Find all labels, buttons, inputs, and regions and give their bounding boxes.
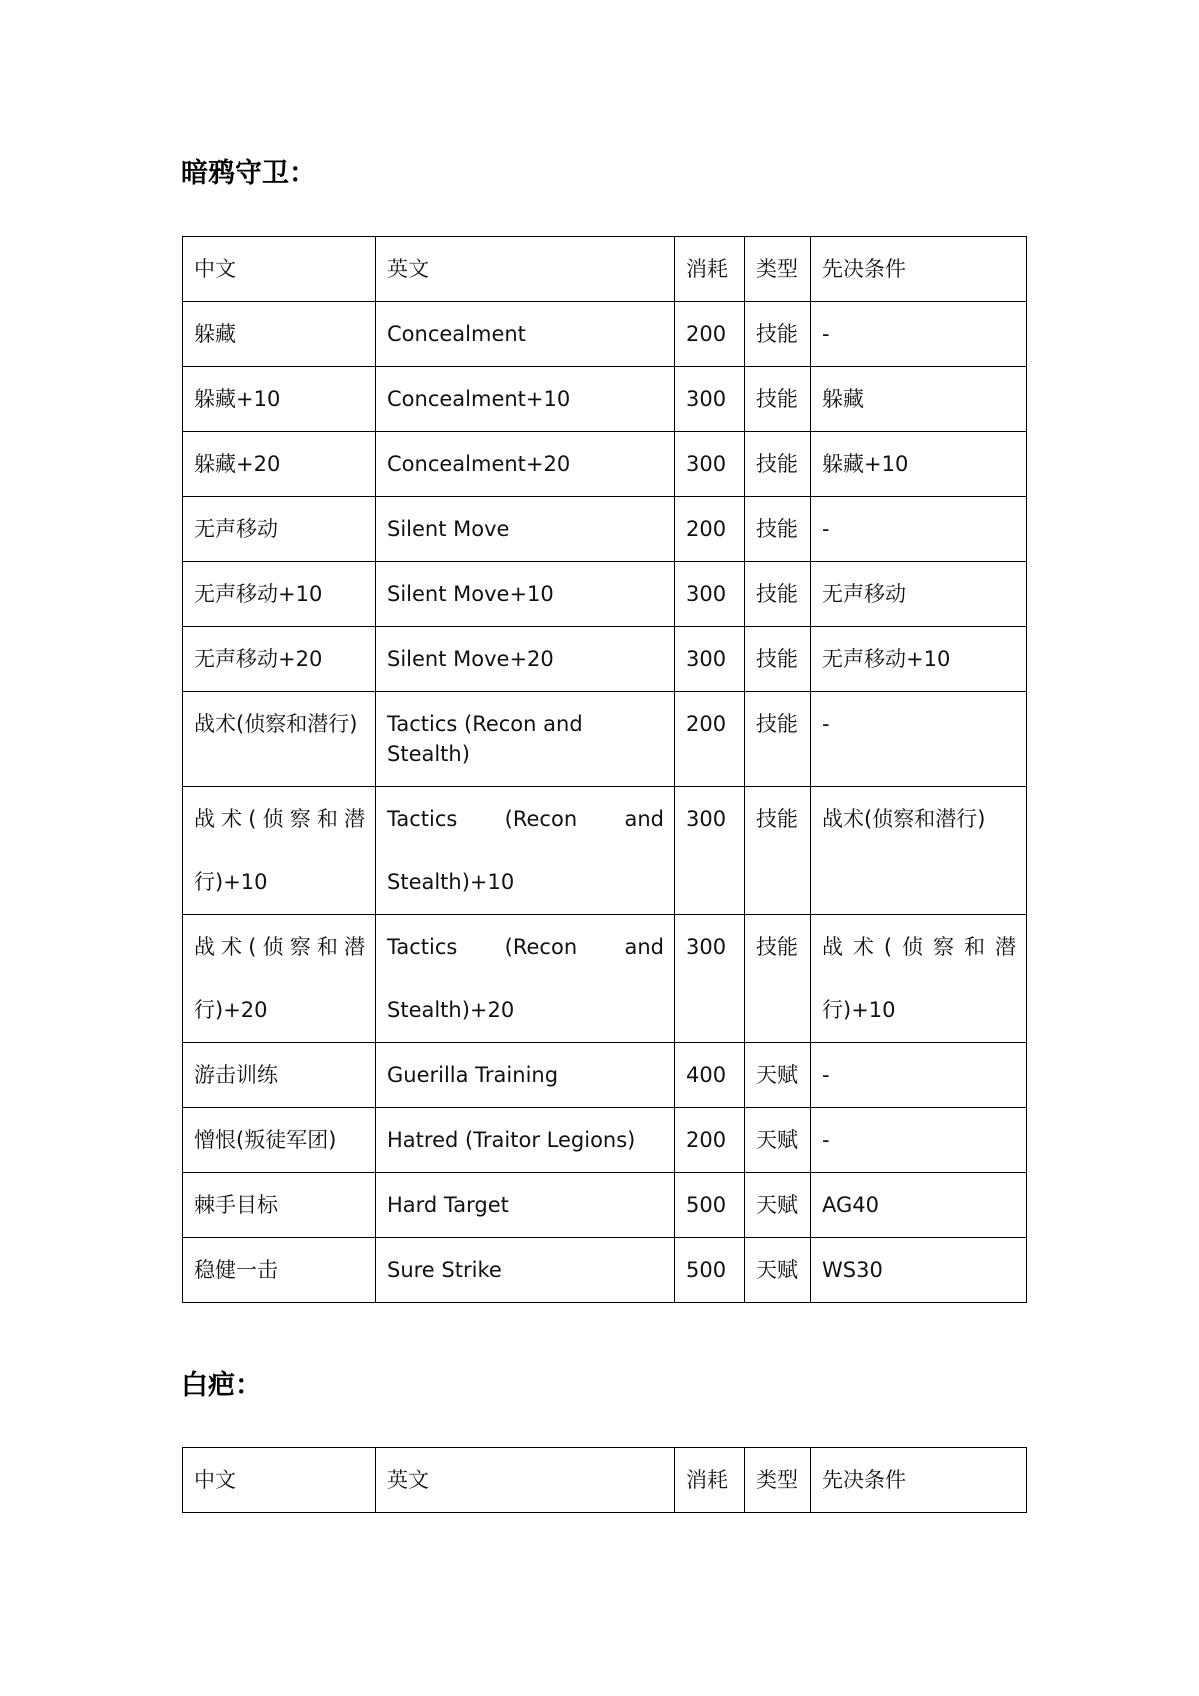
cell-cost: 400 xyxy=(675,1043,745,1108)
table-row xyxy=(183,1173,1027,1238)
header-cell-english: 英文 xyxy=(376,1448,675,1513)
cell-chinese: 稳健一击 xyxy=(183,1238,376,1303)
table-row xyxy=(183,1108,1027,1173)
cell-english: Guerilla Training xyxy=(376,1043,675,1108)
cell-prerequisite: - xyxy=(811,302,1027,367)
cell-prerequisite: 战术(侦察和潜行)+10 xyxy=(811,915,1027,1043)
cell-english: Tactics (Recon and Stealth) xyxy=(376,692,675,787)
cell-chinese: 憎恨(叛徒军团) xyxy=(183,1108,376,1173)
cell-english: Hard Target xyxy=(376,1173,675,1238)
cell-cost: 500 xyxy=(675,1238,745,1303)
skills-table xyxy=(182,1447,1027,1513)
cell-type: 技能 xyxy=(745,432,811,497)
table-row xyxy=(183,302,1027,367)
cell-cost: 300 xyxy=(675,627,745,692)
cell-type: 天赋 xyxy=(745,1238,811,1303)
cell-cost: 300 xyxy=(675,367,745,432)
cell-english: Silent Move+10 xyxy=(376,562,675,627)
cell-english: Silent Move+20 xyxy=(376,627,675,692)
table-row xyxy=(183,1238,1027,1303)
cell-type: 天赋 xyxy=(745,1108,811,1173)
header-cell-cost: 消耗 xyxy=(675,237,745,302)
table-row xyxy=(183,432,1027,497)
cell-chinese: 游击训练 xyxy=(183,1043,376,1108)
cell-chinese: 躲藏 xyxy=(183,302,376,367)
cell-chinese: 战术(侦察和潜行)+20 xyxy=(183,915,376,1043)
cell-prerequisite: 躲藏+10 xyxy=(811,432,1027,497)
cell-english: Silent Move xyxy=(376,497,675,562)
cell-chinese: 战术(侦察和潜行)+10 xyxy=(183,787,376,915)
header-cell-prerequisite: 先决条件 xyxy=(811,237,1027,302)
skills-table xyxy=(182,236,1027,1303)
cell-prerequisite: - xyxy=(811,692,1027,787)
cell-cost: 200 xyxy=(675,497,745,562)
cell-cost: 300 xyxy=(675,432,745,497)
header-cell-english: 英文 xyxy=(376,237,675,302)
cell-english: Hatred (Traitor Legions) xyxy=(376,1108,675,1173)
cell-chinese: 棘手目标 xyxy=(183,1173,376,1238)
table-row xyxy=(183,497,1027,562)
cell-prerequisite: 战术(侦察和潜行) xyxy=(811,787,1027,915)
cell-chinese: 无声移动+10 xyxy=(183,562,376,627)
table-row xyxy=(183,692,1027,787)
cell-english: Concealment xyxy=(376,302,675,367)
cell-cost: 300 xyxy=(675,562,745,627)
header-cell-type: 类型 xyxy=(745,1448,811,1513)
cell-cost: 200 xyxy=(675,1108,745,1173)
cell-cost: 200 xyxy=(675,692,745,787)
table-row xyxy=(183,787,1027,915)
table-row xyxy=(183,915,1027,1043)
cell-cost: 200 xyxy=(675,302,745,367)
cell-type: 天赋 xyxy=(745,1043,811,1108)
table-row xyxy=(183,627,1027,692)
cell-prerequisite: 无声移动+10 xyxy=(811,627,1027,692)
table-header-row xyxy=(183,1448,1027,1513)
cell-cost: 300 xyxy=(675,915,745,1043)
cell-chinese: 躲藏+10 xyxy=(183,367,376,432)
cell-type: 技能 xyxy=(745,692,811,787)
cell-type: 天赋 xyxy=(745,1173,811,1238)
cell-chinese: 战术(侦察和潜行) xyxy=(183,692,376,787)
section-title: 白疤： xyxy=(181,1370,262,1401)
cell-english: Tactics (Recon and Stealth)+20 xyxy=(376,915,675,1043)
cell-type: 技能 xyxy=(745,302,811,367)
cell-chinese: 无声移动+20 xyxy=(183,627,376,692)
header-cell-chinese: 中文 xyxy=(183,1448,376,1513)
header-cell-type: 类型 xyxy=(745,237,811,302)
cell-type: 技能 xyxy=(745,367,811,432)
table-row xyxy=(183,1043,1027,1108)
cell-type: 技能 xyxy=(745,915,811,1043)
cell-type: 技能 xyxy=(745,627,811,692)
cell-english: Sure Strike xyxy=(376,1238,675,1303)
header-cell-chinese: 中文 xyxy=(183,237,376,302)
header-cell-cost: 消耗 xyxy=(675,1448,745,1513)
section-title: 暗鸦守卫： xyxy=(181,158,316,189)
cell-english: Concealment+10 xyxy=(376,367,675,432)
cell-prerequisite: - xyxy=(811,1043,1027,1108)
cell-type: 技能 xyxy=(745,497,811,562)
cell-prerequisite: 无声移动 xyxy=(811,562,1027,627)
table-header-row xyxy=(183,237,1027,302)
cell-prerequisite: 躲藏 xyxy=(811,367,1027,432)
cell-cost: 300 xyxy=(675,787,745,915)
cell-prerequisite: WS30 xyxy=(811,1238,1027,1303)
cell-prerequisite: - xyxy=(811,1108,1027,1173)
table-row xyxy=(183,367,1027,432)
cell-type: 技能 xyxy=(745,787,811,915)
header-cell-prerequisite: 先决条件 xyxy=(811,1448,1027,1513)
cell-prerequisite: - xyxy=(811,497,1027,562)
table-row xyxy=(183,562,1027,627)
cell-english: Tactics (Recon and Stealth)+10 xyxy=(376,787,675,915)
cell-chinese: 无声移动 xyxy=(183,497,376,562)
cell-english: Concealment+20 xyxy=(376,432,675,497)
cell-chinese: 躲藏+20 xyxy=(183,432,376,497)
cell-type: 技能 xyxy=(745,562,811,627)
cell-prerequisite: AG40 xyxy=(811,1173,1027,1238)
cell-cost: 500 xyxy=(675,1173,745,1238)
